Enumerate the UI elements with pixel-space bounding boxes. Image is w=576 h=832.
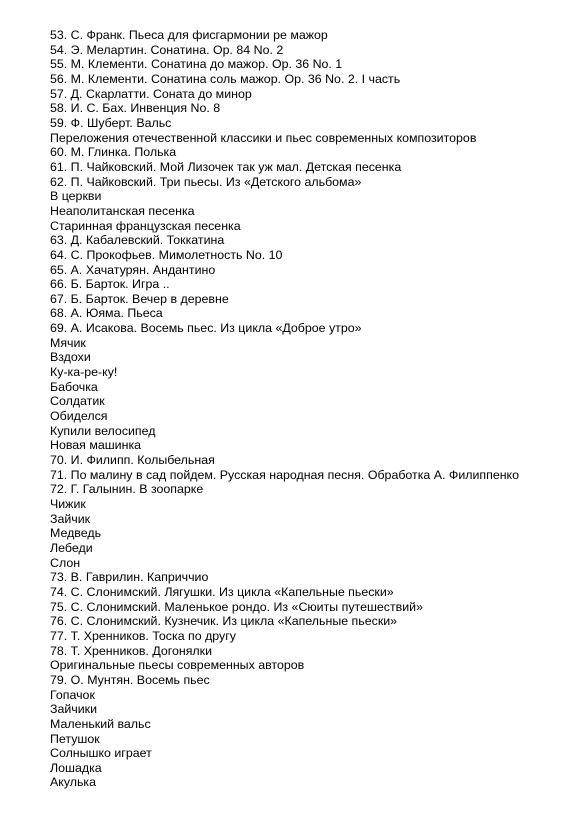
text-line: Гопачок — [50, 687, 95, 702]
text-line: Солнышко играет — [50, 746, 152, 761]
text-line: 58. И. С. Бах. Инвенция No. 8 — [50, 101, 221, 116]
text-line: 77. Т. Хренников. Тоска по другу — [50, 628, 236, 643]
text-line: 55. М. Клементи. Сонатина до мажор. Op. 36 No. 1 — [50, 57, 343, 72]
text-line: 73. В. Гаврилин. Каприччио — [50, 570, 209, 585]
text-line: 60. М. Глинка. Полька — [50, 145, 177, 160]
text-line: Обиделся — [50, 409, 108, 424]
document-text-list — [50, 28, 570, 790]
text-line: 63. Д. Кабалевский. Токкатина — [50, 233, 225, 248]
text-line: Старинная французская песенка — [50, 218, 241, 233]
text-line: Бабочка — [50, 379, 98, 394]
text-line: Зайчики — [50, 702, 98, 717]
text-line: Солдатик — [50, 394, 105, 409]
text-line: Зайчик — [50, 511, 91, 526]
text-line: Неаполитанская песенка — [50, 203, 195, 218]
text-line: 65. А. Хачатурян. Андантино — [50, 262, 216, 277]
text-line: Медведь — [50, 526, 102, 541]
text-line: Лошадка — [50, 760, 102, 775]
text-line: 67. Б. Барток. Вечер в деревне — [50, 291, 229, 306]
text-line: 78. Т. Хренников. Догонялки — [50, 643, 213, 658]
text-line: 62. П. Чайковский. Три пьесы. Из «Детского альбома» — [50, 174, 362, 189]
text-line: 57. Д. Скарлатти. Соната до минор — [50, 86, 252, 101]
text-line: Купили велосипед — [50, 423, 156, 438]
text-line: Переложения отечественной классики и пьес современных композиторов — [50, 130, 477, 145]
text-line: Акулька — [50, 775, 97, 790]
text-line: 71. По малину в сад пойдем. Русская народная песня. Обработка А. Филиппенко — [50, 467, 519, 482]
text-line: Вздохи — [50, 350, 91, 365]
text-line: 79. О. Мунтян. Восемь пьес — [50, 672, 210, 687]
text-line: Чижик — [50, 497, 86, 511]
text-line: Ку-ка-ре-ку! — [50, 365, 118, 380]
text-line: Новая машинка — [50, 438, 142, 453]
text-line: 56. М. Клементи. Сонатина соль мажор. Ор. 36 No. 2. I часть — [50, 71, 401, 86]
text-line: 64. С. Прокофьев. Мимолетность No. 10 — [50, 247, 283, 262]
text-line: В церкви — [50, 189, 102, 204]
text-line: Мячик — [50, 335, 86, 350]
text-line: 70. И. Филипп. Колыбельная — [50, 453, 215, 468]
text-line: Маленький вальс — [50, 716, 151, 731]
text-line: 76. С. Слонимский. Кузнечик. Из цикла «Капельные пьески» — [50, 614, 398, 629]
text-line: 66. Б. Барток. Игра .. — [50, 277, 170, 292]
text-line: 68. А. Юяма. Пьеса — [50, 306, 163, 321]
text-line: 72. Г. Галынин. В зоопарке — [50, 482, 204, 497]
text-line: Лебеди — [50, 540, 93, 555]
text-line: 75. С. Слонимский. Маленькое рондо. Из «Сюиты путешествий» — [50, 599, 423, 614]
text-line: Слон — [50, 555, 81, 570]
text-line: 61. П. Чайковский. Мой Лизочек так уж мал. Детская песенка — [50, 159, 402, 174]
text-line: 74. С. Слонимский. Лягушки. Из цикла «Капельные пьески» — [50, 584, 394, 599]
text-line: Петушок — [50, 731, 100, 746]
text-line: 59. Ф. Шуберт. Вальс — [50, 115, 172, 130]
text-line: 69. А. Исакова. Восемь пьес. Из цикла «Доброе утро» — [50, 321, 362, 336]
text-line: 54. Э. Мелартин. Сонатина. Ор. 84 No. 2 — [50, 42, 284, 57]
text-line: 53. С. Франк. Пьеса для фисгармонии ре мажор — [50, 28, 328, 42]
text-line: Оригинальные пьесы современных авторов — [50, 658, 305, 673]
